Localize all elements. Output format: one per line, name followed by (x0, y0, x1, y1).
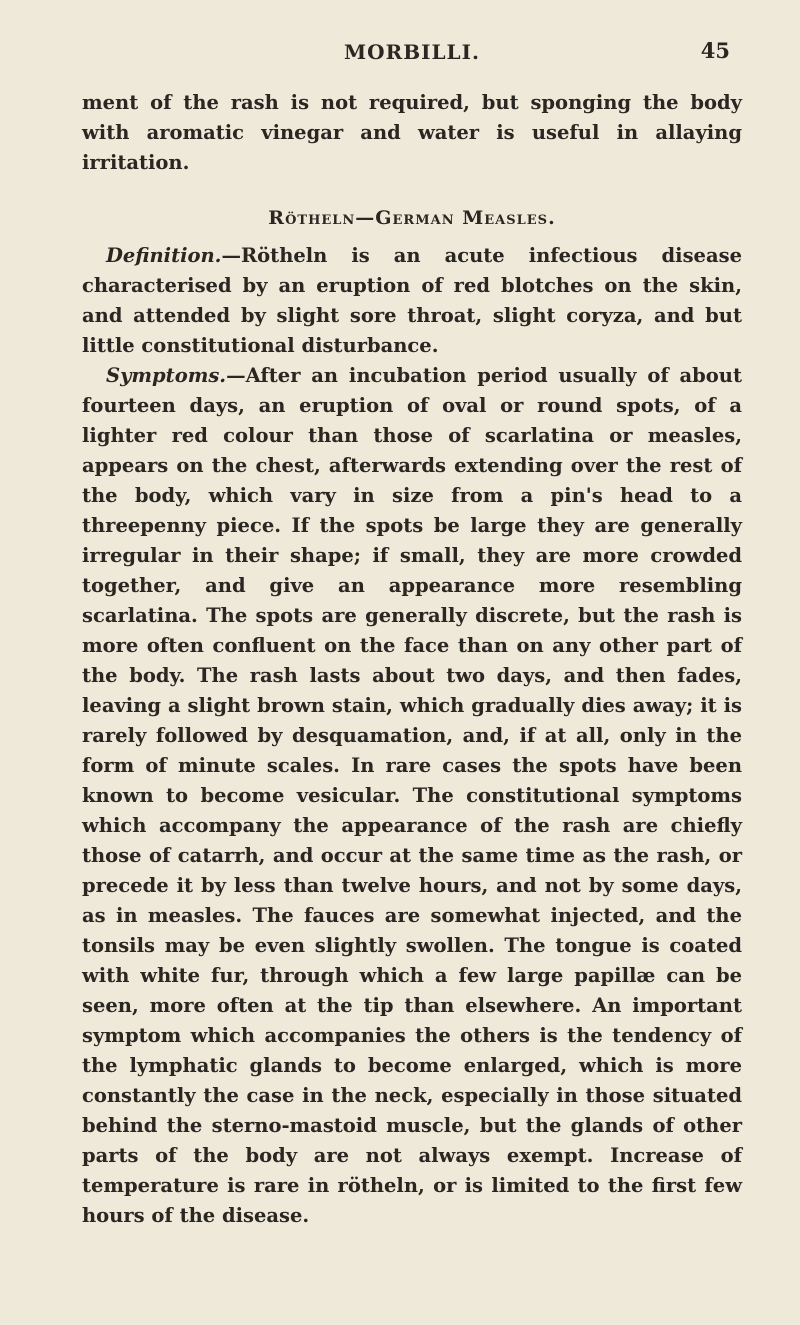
page-number: 45 (700, 38, 730, 63)
continued-paragraph: ment of the rash is not required, but sponging the body with aromatic vinegar and water is useful in allaying irritation. (82, 91, 742, 174)
definition-lead: Definition. (106, 244, 222, 267)
symptoms-lead: Symptoms. (106, 364, 227, 387)
definition-text: —Rötheln is an acute infectious disease characterised by an eruption of red blotches on the skin, and attended by slight sore throat, slight coryza, and but little constitutional disturbance. (82, 244, 742, 357)
running-head (82, 0, 742, 64)
definition-paragraph (82, 241, 742, 361)
running-title: MORBILLI. (344, 40, 480, 64)
section-heading: Rötheln—German Measles. (268, 207, 556, 229)
symptoms-text: —After an incubation period usually of about fourteen days, an eruption of oval or round spots, of a lighter red colour than those of scarlatina or measles, appears on the chest, afterwards extending over the rest of the body, which vary in size from a pin's head to a threepenny piece. If the spots be large they are generally irregular in their shape; if small, they are more crowded together, and give an appearance more resembling scarlatina. The spots are generally discrete, but the rash is more often confluent on the face than on any other part of the body. The rash lasts about two days, and then fades, leaving a slight brown stain, which gradually dies away; it is rarely followed by desquamation, and, if at all, only in the form of minute scales. In rare cases the spots have been known to become vesicular. The constitutional symptoms which accompany the appearance of the rash are chiefly those of catarrh, and occur at the same time as the rash, or precede it by less than twelve hours, and not by some days, as in measles. The fauces are somewhat injected, and the tonsils may be even slightly swollen. The tongue is coated with white fur, through which a few large papillæ can be seen, more often at the tip than elsewhere. An important symptom which accompanies the others is the tendency of the lymphatic glands to become enlarged, which is more constantly the case in the neck, especially in those situated behind the sterno-mastoid muscle, but the glands of other parts of the body are not always exempt. Increase of temperature is rare in rötheln, or is limited to the first few hours of the disease. (82, 364, 742, 1227)
symptoms-paragraph (82, 361, 742, 1231)
